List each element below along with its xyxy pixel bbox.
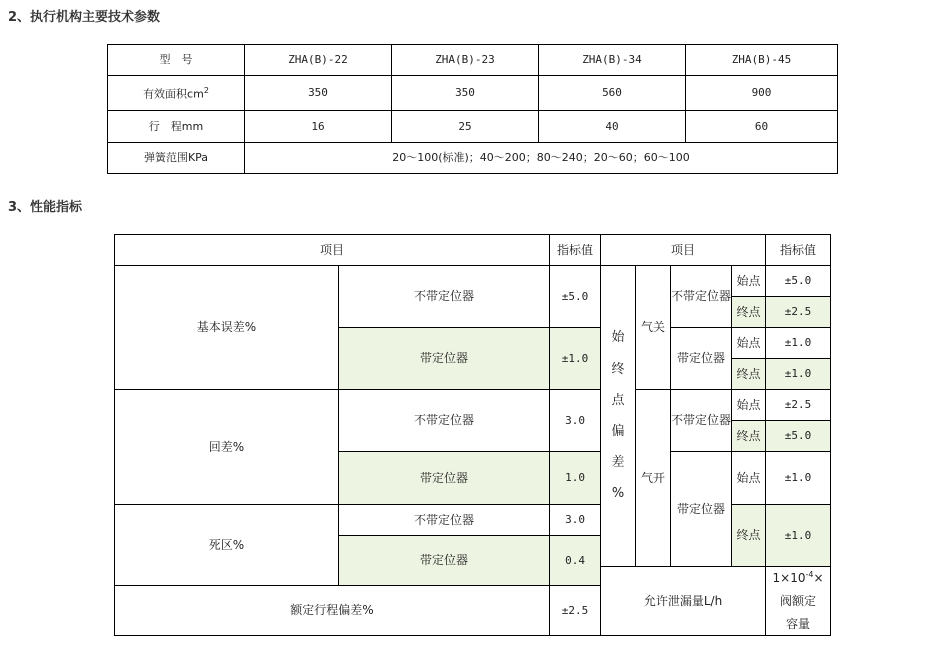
model-cell: ZHA(B)-22 xyxy=(245,45,392,76)
air-open-label: 气开 xyxy=(636,390,671,567)
stroke-value: 25 xyxy=(392,111,539,143)
area-label: 有效面积$cm^2$ xyxy=(108,76,245,111)
with-positioner-label: 带定位器 xyxy=(339,536,550,586)
section-2-title: 2、执行机构主要技术参数 xyxy=(8,10,161,25)
air-close-value: ±1.0 xyxy=(766,359,831,390)
performance-table xyxy=(114,234,831,636)
with-positioner-label: 带定位器 xyxy=(671,452,732,567)
stroke-value: 60 xyxy=(686,111,838,143)
area-value: 560 xyxy=(539,76,686,111)
with-positioner-label: 带定位器 xyxy=(671,328,732,390)
air-close-value: ±2.5 xyxy=(766,297,831,328)
air-open-value: ±5.0 xyxy=(766,421,831,452)
item-header: 项目 xyxy=(601,235,766,266)
deadband-value: 0.4 xyxy=(550,536,601,586)
leakage-label: 允许泄漏量L/h xyxy=(601,567,766,636)
area-value: 350 xyxy=(245,76,392,111)
no-positioner-label: 不带定位器 xyxy=(339,266,550,328)
hysteresis-label: 回差% xyxy=(115,390,339,505)
model-cell: ZHA(B)-45 xyxy=(686,45,838,76)
start-label: 始点 xyxy=(732,266,766,297)
end-label: 终点 xyxy=(732,505,766,567)
with-positioner-label: 带定位器 xyxy=(339,452,550,505)
stroke-value: 16 xyxy=(245,111,392,143)
end-label: 终点 xyxy=(732,359,766,390)
no-positioner-label: 不带定位器 xyxy=(671,390,732,452)
air-open-value: ±1.0 xyxy=(766,452,831,505)
actuator-params-table xyxy=(107,44,838,174)
air-open-value: ±1.0 xyxy=(766,505,831,567)
leakage-value: $1\times 10^{-4}\times$ 阀额定 容量 xyxy=(766,567,831,636)
item-header: 项目 xyxy=(115,235,550,266)
basic-error-value: ±1.0 xyxy=(550,328,601,390)
spring-label: 弹簧范围KPa xyxy=(108,143,245,174)
no-positioner-label: 不带定位器 xyxy=(339,505,550,536)
spring-value: 20～100(标准)；40～200；80～240；20～60；60～100 xyxy=(245,143,838,174)
section-3-title: 3、性能指标 xyxy=(8,200,83,215)
deadband-label: 死区% xyxy=(115,505,339,586)
model-cell: ZHA(B)-34 xyxy=(539,45,686,76)
air-close-value: ±5.0 xyxy=(766,266,831,297)
air-close-label: 气关 xyxy=(636,266,671,390)
basic-error-value: ±5.0 xyxy=(550,266,601,328)
no-positioner-label: 不带定位器 xyxy=(671,266,732,328)
model-cell: ZHA(B)-23 xyxy=(392,45,539,76)
with-positioner-label: 带定位器 xyxy=(339,328,550,390)
end-label: 终点 xyxy=(732,421,766,452)
stroke-label: 行 程mm xyxy=(108,111,245,143)
value-header: 指标值 xyxy=(766,235,831,266)
air-close-value: ±1.0 xyxy=(766,328,831,359)
endpoint-deviation-label: 始 终 点 偏 差 % xyxy=(601,266,636,567)
area-value: 350 xyxy=(392,76,539,111)
air-open-value: ±2.5 xyxy=(766,390,831,421)
deadband-value: 3.0 xyxy=(550,505,601,536)
hysteresis-value: 3.0 xyxy=(550,390,601,452)
rated-stroke-deviation-label: 额定行程偏差% xyxy=(115,585,550,636)
rated-stroke-deviation-value: ±2.5 xyxy=(550,585,601,636)
end-label: 终点 xyxy=(732,297,766,328)
model-header: 型 号 xyxy=(108,45,245,76)
hysteresis-value: 1.0 xyxy=(550,452,601,505)
start-label: 始点 xyxy=(732,452,766,505)
stroke-value: 40 xyxy=(539,111,686,143)
no-positioner-label: 不带定位器 xyxy=(339,390,550,452)
value-header: 指标值 xyxy=(550,235,601,266)
area-value: 900 xyxy=(686,76,838,111)
start-label: 始点 xyxy=(732,328,766,359)
start-label: 始点 xyxy=(732,390,766,421)
basic-error-label: 基本误差% xyxy=(115,266,339,390)
